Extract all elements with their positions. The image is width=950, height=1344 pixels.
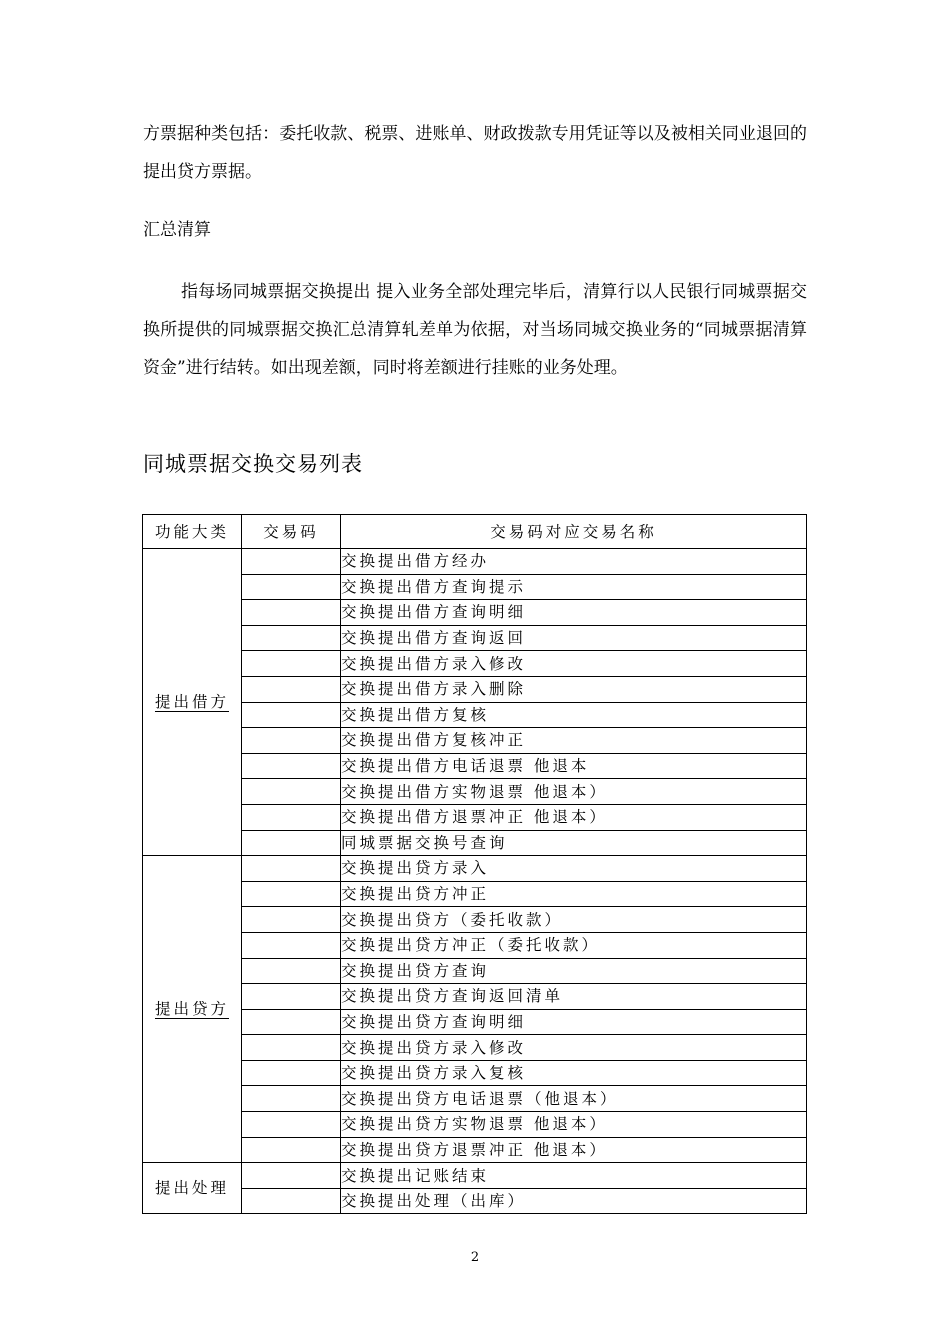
category-label: 提出借方	[154, 693, 229, 712]
transaction-name-cell: 交换提出借方退票冲正 他退本）	[341, 804, 807, 830]
table-row	[143, 702, 807, 728]
category-label: 提出贷方	[154, 1000, 229, 1019]
transaction-name-cell: 交换提出借方查询返回	[341, 625, 807, 651]
transaction-name-cell: 交换提出贷方冲正（委托收款）	[341, 932, 807, 958]
table-row	[143, 1060, 807, 1086]
transaction-name-cell: 交换提出贷方查询明细	[341, 1009, 807, 1035]
table-row	[143, 1188, 807, 1214]
code-cell	[242, 958, 341, 984]
paragraph-ticket-types: 方票据种类包括：委托收款、税票、进账单、财政拨款专用凭证等以及被相关同业退回的提出贷方票据。	[143, 124, 807, 182]
table-row	[143, 856, 807, 882]
transaction-name-cell: 交换提出借方电话退票 他退本	[341, 753, 807, 779]
code-cell	[242, 600, 341, 626]
table-row	[143, 958, 807, 984]
transaction-name-cell: 交换提出贷方录入修改	[341, 1035, 807, 1061]
code-cell	[242, 907, 341, 933]
transaction-name-cell: 交换提出贷方录入复核	[341, 1060, 807, 1086]
page-number: 2	[470, 1250, 480, 1265]
code-cell	[242, 1086, 341, 1112]
header-name: 交易码对应交易名称	[341, 515, 807, 549]
table-row	[143, 1137, 807, 1163]
code-cell	[242, 676, 341, 702]
table-row	[143, 1035, 807, 1061]
code-cell	[242, 1009, 341, 1035]
code-cell	[242, 1188, 341, 1214]
code-cell	[242, 984, 341, 1010]
transaction-name-cell: 交换提出借方录入删除	[341, 676, 807, 702]
code-cell	[242, 625, 341, 651]
table-row	[143, 549, 807, 575]
header-category: 功能大类	[143, 515, 242, 549]
table-row	[143, 1086, 807, 1112]
table-row	[143, 1163, 807, 1189]
transaction-name-cell: 交换提出借方录入修改	[341, 651, 807, 677]
transaction-name-cell: 交换提出借方实物退票 他退本）	[341, 779, 807, 805]
code-cell	[242, 830, 341, 856]
transaction-name-cell: 交换提出贷方电话退票（他退本）	[341, 1086, 807, 1112]
code-cell	[242, 1035, 341, 1061]
code-cell	[242, 856, 341, 882]
transaction-name-cell: 交换提出贷方查询	[341, 958, 807, 984]
code-cell	[242, 753, 341, 779]
transaction-name-cell: 交换提出贷方冲正	[341, 881, 807, 907]
transaction-name-cell: 交换提出借方经办	[341, 549, 807, 575]
transaction-name-cell: 交换提出贷方（委托收款）	[341, 907, 807, 933]
table-header-row	[143, 515, 807, 549]
code-cell	[242, 881, 341, 907]
transaction-name-cell: 交换提出贷方查询返回清单	[341, 984, 807, 1010]
header-code: 交易码	[242, 515, 341, 549]
transaction-name-cell: 交换提出处理（出库）	[341, 1188, 807, 1214]
code-cell	[242, 932, 341, 958]
transaction-name-cell: 交换提出记账结束	[341, 1163, 807, 1189]
table-row	[143, 830, 807, 856]
code-cell	[242, 651, 341, 677]
category-cell	[143, 549, 242, 856]
code-cell	[242, 702, 341, 728]
category-cell	[143, 1163, 242, 1214]
transaction-name-cell: 交换提出贷方实物退票 他退本）	[341, 1112, 807, 1138]
category-label: 提出处理	[154, 1179, 229, 1198]
transaction-name-cell: 交换提出借方查询明细	[341, 600, 807, 626]
table-row	[143, 651, 807, 677]
table-row	[143, 676, 807, 702]
transaction-name-cell: 交换提出借方查询提示	[341, 574, 807, 600]
table-row	[143, 881, 807, 907]
code-cell	[242, 728, 341, 754]
code-cell	[242, 804, 341, 830]
transaction-name-cell: 交换提出贷方退票冲正 他退本）	[341, 1137, 807, 1163]
table-row	[143, 625, 807, 651]
table-row	[143, 728, 807, 754]
table-row	[143, 753, 807, 779]
table-row	[143, 984, 807, 1010]
code-cell	[242, 1163, 341, 1189]
code-cell	[242, 1137, 341, 1163]
transaction-name-cell: 交换提出贷方录入	[341, 856, 807, 882]
transaction-name-cell: 交换提出借方复核冲正	[341, 728, 807, 754]
table-row	[143, 600, 807, 626]
category-cell	[143, 856, 242, 1163]
code-cell	[242, 549, 341, 575]
table-row	[143, 574, 807, 600]
code-cell	[242, 1112, 341, 1138]
transaction-table	[142, 514, 807, 1214]
paragraph-subheading-summary-clearing: 汇总清算	[143, 220, 211, 240]
code-cell	[242, 779, 341, 805]
paragraph-summary-clearing-definition: 指每场同城票据交换提出 提入业务全部处理完毕后，清算行以人民银行同城票据交换所提供的同城票据交换汇总清算轧差单为依据，对当场同城交换业务的“同城票据清算资金”进行结转。如出现差额，同时将差额进行挂账的业务处理。	[143, 282, 807, 378]
table-row	[143, 1009, 807, 1035]
table-row	[143, 804, 807, 830]
code-cell	[242, 1060, 341, 1086]
table-row	[143, 907, 807, 933]
table-row	[143, 1112, 807, 1138]
code-cell	[242, 574, 341, 600]
transaction-name-cell: 同城票据交换号查询	[341, 830, 807, 856]
table-title: 同城票据交换交易列表	[143, 452, 363, 476]
table-row	[143, 932, 807, 958]
table-row	[143, 779, 807, 805]
transaction-name-cell: 交换提出借方复核	[341, 702, 807, 728]
table-body	[143, 549, 807, 1214]
